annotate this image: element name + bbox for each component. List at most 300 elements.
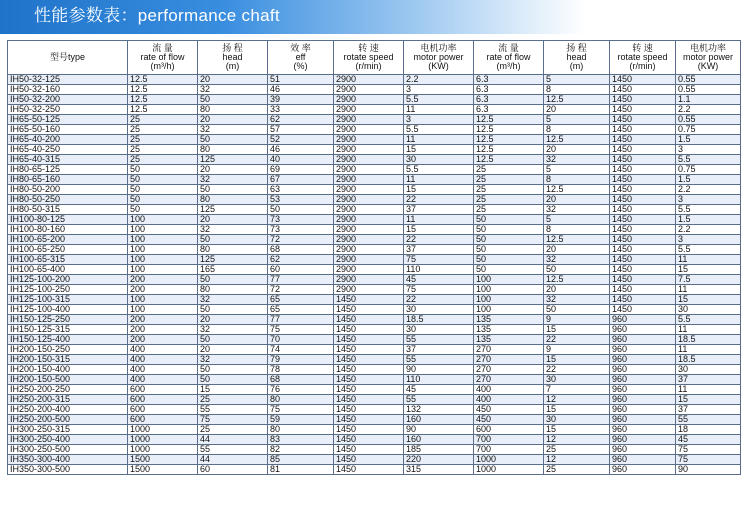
table-cell: 20 (544, 285, 610, 295)
table-cell: 7.5 (676, 275, 741, 285)
table-cell: 50 (198, 365, 268, 375)
table-cell: 12.5 (474, 145, 544, 155)
table-cell: 6.3 (474, 75, 544, 85)
table-cell: 1000 (474, 465, 544, 475)
table-row (8, 315, 741, 325)
table-cell: 20 (544, 145, 610, 155)
table-cell: 200 (128, 275, 198, 285)
table-cell: 2900 (334, 85, 404, 95)
column-header (198, 41, 268, 75)
table-cell: 20 (544, 245, 610, 255)
table-cell: 2900 (334, 115, 404, 125)
table-cell: 25 (128, 145, 198, 155)
column-header-line: (r/min) (629, 61, 656, 71)
model-cell: IH50-32-200 (8, 95, 128, 105)
table-cell: 0.75 (676, 165, 741, 175)
table-cell: 12.5 (544, 95, 610, 105)
table-cell: 15 (544, 325, 610, 335)
table-cell: 20 (544, 195, 610, 205)
table-cell: 75 (268, 405, 334, 415)
table-cell: 960 (610, 365, 676, 375)
table-cell: 25 (128, 155, 198, 165)
table-cell: 25 (474, 175, 544, 185)
model-cell: IH80-50-200 (8, 185, 128, 195)
table-row (8, 155, 741, 165)
model-cell: IH65-50-160 (8, 125, 128, 135)
table-row (8, 105, 741, 115)
table-cell: 960 (610, 395, 676, 405)
table-cell: 46 (268, 85, 334, 95)
table-cell: 165 (198, 265, 268, 275)
table-cell: 100 (128, 265, 198, 275)
column-header-line: (m) (225, 61, 240, 71)
table-cell: 8 (544, 85, 610, 95)
table-cell: 50 (198, 185, 268, 195)
table-cell: 600 (128, 395, 198, 405)
table-cell: 15 (544, 405, 610, 415)
table-row (8, 275, 741, 285)
table-cell: 37 (404, 345, 474, 355)
model-cell: IH100-65-315 (8, 255, 128, 265)
table-row (8, 185, 741, 195)
table-row (8, 305, 741, 315)
column-header (404, 41, 474, 75)
table-cell: 200 (128, 315, 198, 325)
performance-table-container (7, 40, 741, 475)
table-cell: 1450 (610, 305, 676, 315)
table-cell: 1450 (334, 385, 404, 395)
table-cell: 44 (198, 435, 268, 445)
table-cell: 50 (198, 375, 268, 385)
table-cell: 20 (198, 215, 268, 225)
table-cell: 80 (268, 395, 334, 405)
table-cell: 1450 (610, 175, 676, 185)
table-cell: 30 (544, 415, 610, 425)
table-row (8, 75, 741, 85)
table-cell: 1450 (610, 225, 676, 235)
table-cell: 25 (128, 115, 198, 125)
table-cell: 65 (268, 305, 334, 315)
table-cell: 20 (198, 345, 268, 355)
column-header-line: rotate speed (343, 52, 394, 62)
table-row (8, 375, 741, 385)
table-cell: 1450 (334, 375, 404, 385)
table-cell: 1450 (610, 85, 676, 95)
table-cell: 1450 (610, 165, 676, 175)
table-cell: 22 (404, 295, 474, 305)
model-cell: IH100-80-160 (8, 225, 128, 235)
column-header-line: eff (295, 52, 306, 62)
column-header-line: 流 量 (152, 43, 173, 53)
table-cell: 50 (198, 135, 268, 145)
table-cell: 25 (198, 395, 268, 405)
table-row (8, 135, 741, 145)
table-cell: 1450 (334, 305, 404, 315)
table-cell: 15 (676, 295, 741, 305)
table-cell: 700 (474, 435, 544, 445)
table-cell: 68 (268, 375, 334, 385)
table-cell: 22 (544, 365, 610, 375)
table-cell: 1450 (334, 355, 404, 365)
table-cell: 1450 (610, 195, 676, 205)
table-cell: 12.5 (474, 155, 544, 165)
table-cell: 5.5 (404, 95, 474, 105)
table-cell: 1450 (610, 125, 676, 135)
column-header-line: 流 量 (498, 43, 519, 53)
table-cell: 18.5 (676, 335, 741, 345)
table-row (8, 285, 741, 295)
table-cell: 100 (128, 295, 198, 305)
table-cell: 80 (198, 195, 268, 205)
table-cell: 1450 (610, 265, 676, 275)
table-cell: 32 (198, 225, 268, 235)
column-header-line: motor power (682, 52, 734, 62)
table-cell: 50 (198, 275, 268, 285)
table-cell: 37 (676, 375, 741, 385)
table-cell: 2900 (334, 145, 404, 155)
model-cell: IH150-125-315 (8, 325, 128, 335)
table-cell: 1450 (334, 315, 404, 325)
table-cell: 100 (128, 235, 198, 245)
table-cell: 2900 (334, 205, 404, 215)
table-cell: 73 (268, 215, 334, 225)
model-cell: IH50-32-160 (8, 85, 128, 95)
table-cell: 30 (544, 375, 610, 385)
model-cell: IH350-300-400 (8, 455, 128, 465)
table-cell: 60 (268, 265, 334, 275)
model-cell: IH300-250-400 (8, 435, 128, 445)
table-cell: 400 (128, 375, 198, 385)
table-cell: 1450 (610, 155, 676, 165)
table-cell: 2.2 (676, 185, 741, 195)
model-cell: IH150-125-400 (8, 335, 128, 345)
table-cell: 50 (474, 225, 544, 235)
table-cell: 100 (128, 255, 198, 265)
table-header-row (8, 41, 741, 75)
table-cell: 72 (268, 285, 334, 295)
model-cell: IH250-200-400 (8, 405, 128, 415)
table-cell: 5.5 (676, 315, 741, 325)
table-cell: 220 (404, 455, 474, 465)
table-cell: 9 (544, 315, 610, 325)
table-row (8, 175, 741, 185)
table-cell: 960 (610, 375, 676, 385)
model-cell: IH100-80-125 (8, 215, 128, 225)
table-cell: 100 (128, 215, 198, 225)
table-cell: 45 (676, 435, 741, 445)
table-cell: 2900 (334, 275, 404, 285)
table-cell: 33 (268, 105, 334, 115)
table-cell: 8 (544, 175, 610, 185)
table-cell: 22 (404, 195, 474, 205)
column-header-line: 转 速 (358, 43, 379, 53)
table-cell: 8 (544, 225, 610, 235)
table-row (8, 245, 741, 255)
column-header-line: (KW) (428, 61, 449, 71)
table-cell: 9 (544, 345, 610, 355)
table-cell: 1000 (474, 455, 544, 465)
column-header-line: head (566, 52, 587, 62)
table-cell: 0.55 (676, 85, 741, 95)
column-header-line: 扬 程 (566, 43, 587, 53)
table-cell: 15 (404, 145, 474, 155)
column-header-line: 扬 程 (222, 43, 243, 53)
model-cell: IH150-125-250 (8, 315, 128, 325)
table-cell: 960 (610, 385, 676, 395)
table-cell: 12.5 (128, 95, 198, 105)
table-cell: 6.3 (474, 105, 544, 115)
table-cell: 22 (544, 335, 610, 345)
table-cell: 25 (474, 205, 544, 215)
model-cell: IH125-100-250 (8, 285, 128, 295)
table-cell: 1450 (610, 245, 676, 255)
table-cell: 32 (198, 175, 268, 185)
table-cell: 0.55 (676, 75, 741, 85)
table-cell: 110 (404, 265, 474, 275)
table-cell: 50 (544, 305, 610, 315)
table-cell: 69 (268, 165, 334, 175)
column-header (676, 41, 741, 75)
table-cell: 46 (268, 145, 334, 155)
table-row (8, 215, 741, 225)
table-cell: 1450 (334, 445, 404, 455)
table-cell: 32 (198, 295, 268, 305)
table-cell: 18.5 (676, 355, 741, 365)
table-cell: 55 (404, 335, 474, 345)
table-cell: 100 (474, 295, 544, 305)
model-cell: IH200-150-315 (8, 355, 128, 365)
table-cell: 11 (404, 215, 474, 225)
table-cell: 1450 (334, 325, 404, 335)
table-cell: 15 (544, 355, 610, 365)
table-cell: 25 (128, 125, 198, 135)
table-cell: 75 (268, 325, 334, 335)
table-cell: 160 (404, 415, 474, 425)
table-cell: 30 (404, 325, 474, 335)
table-cell: 20 (198, 165, 268, 175)
table-row (8, 85, 741, 95)
column-header-line: 型号type (49, 52, 85, 62)
table-cell: 1450 (610, 115, 676, 125)
table-cell: 50 (128, 205, 198, 215)
table-cell: 1.5 (676, 135, 741, 145)
model-cell: IH65-40-200 (8, 135, 128, 145)
table-cell: 960 (610, 415, 676, 425)
table-cell: 200 (128, 325, 198, 335)
table-cell: 50 (474, 245, 544, 255)
table-cell: 960 (610, 325, 676, 335)
table-cell: 18 (676, 425, 741, 435)
table-cell: 1450 (610, 255, 676, 265)
model-cell: IH50-32-125 (8, 75, 128, 85)
table-cell: 1450 (334, 425, 404, 435)
table-cell: 270 (474, 365, 544, 375)
table-cell: 11 (676, 325, 741, 335)
table-cell: 75 (676, 455, 741, 465)
table-cell: 135 (474, 325, 544, 335)
table-cell: 125 (198, 205, 268, 215)
table-cell: 55 (198, 405, 268, 415)
table-cell: 200 (128, 335, 198, 345)
table-cell: 32 (198, 125, 268, 135)
table-cell: 2.2 (404, 75, 474, 85)
model-cell: IH200-150-250 (8, 345, 128, 355)
table-cell: 55 (404, 355, 474, 365)
table-cell: 5.5 (676, 155, 741, 165)
table-cell: 600 (128, 415, 198, 425)
table-cell: 15 (404, 225, 474, 235)
table-cell: 50 (128, 185, 198, 195)
table-cell: 3 (676, 195, 741, 205)
table-row (8, 195, 741, 205)
page-title: 性能参数表：performance chaft (34, 6, 280, 25)
table-cell: 20 (544, 105, 610, 115)
table-cell: 5 (544, 215, 610, 225)
table-row (8, 265, 741, 275)
table-cell: 700 (474, 445, 544, 455)
table-cell: 12 (544, 395, 610, 405)
table-cell: 1450 (610, 275, 676, 285)
table-row (8, 335, 741, 345)
table-cell: 2900 (334, 285, 404, 295)
table-cell: 55 (676, 415, 741, 425)
table-cell: 6.3 (474, 95, 544, 105)
table-cell: 6.3 (474, 85, 544, 95)
table-cell: 15 (404, 185, 474, 195)
column-header-line: 电机功率 (420, 43, 457, 53)
table-cell: 960 (610, 345, 676, 355)
table-cell: 32 (544, 295, 610, 305)
model-cell: IH125-100-315 (8, 295, 128, 305)
table-row (8, 95, 741, 105)
table-cell: 65 (268, 295, 334, 305)
table-cell: 32 (544, 155, 610, 165)
table-cell: 50 (198, 95, 268, 105)
table-cell: 37 (404, 205, 474, 215)
table-cell: 12 (544, 455, 610, 465)
table-cell: 12.5 (474, 135, 544, 145)
table-cell: 1450 (334, 395, 404, 405)
table-cell: 1450 (610, 135, 676, 145)
table-cell: 78 (268, 365, 334, 375)
table-cell: 50 (128, 195, 198, 205)
table-cell: 5.5 (404, 125, 474, 135)
table-cell: 1450 (334, 405, 404, 415)
column-header-line: 转 速 (632, 43, 653, 53)
table-row (8, 415, 741, 425)
table-cell: 45 (404, 385, 474, 395)
table-cell: 20 (198, 315, 268, 325)
table-row (8, 115, 741, 125)
table-cell: 5.5 (676, 245, 741, 255)
table-row (8, 125, 741, 135)
table-cell: 2.2 (676, 225, 741, 235)
table-cell: 135 (474, 315, 544, 325)
table-cell: 80 (198, 145, 268, 155)
column-header-line: (m³/h) (496, 61, 521, 71)
table-cell: 1450 (334, 345, 404, 355)
table-cell: 20 (198, 75, 268, 85)
table-cell: 1500 (128, 455, 198, 465)
table-cell: 0.55 (676, 115, 741, 125)
table-cell: 79 (268, 355, 334, 365)
table-cell: 270 (474, 375, 544, 385)
table-cell: 59 (268, 415, 334, 425)
table-cell: 2900 (334, 95, 404, 105)
table-cell: 7 (544, 385, 610, 395)
table-cell: 100 (128, 305, 198, 315)
table-cell: 2900 (334, 135, 404, 145)
table-row (8, 405, 741, 415)
model-cell: IH250-200-315 (8, 395, 128, 405)
table-cell: 75 (404, 255, 474, 265)
table-cell: 32 (198, 355, 268, 365)
table-cell: 73 (268, 225, 334, 235)
table-cell: 2900 (334, 165, 404, 175)
table-cell: 70 (268, 335, 334, 345)
table-cell: 960 (610, 445, 676, 455)
table-row (8, 445, 741, 455)
table-cell: 55 (404, 395, 474, 405)
table-cell: 100 (128, 245, 198, 255)
table-cell: 3 (676, 235, 741, 245)
column-header-line: motor power (413, 52, 464, 62)
table-row (8, 205, 741, 215)
model-cell: IH100-65-200 (8, 235, 128, 245)
table-cell: 270 (474, 345, 544, 355)
table-cell: 75 (676, 445, 741, 455)
table-cell: 25 (128, 135, 198, 145)
table-cell: 2900 (334, 225, 404, 235)
column-header-line: (m³/h) (150, 61, 175, 71)
column-header (474, 41, 544, 75)
table-row (8, 295, 741, 305)
table-cell: 63 (268, 185, 334, 195)
table-cell: 3 (404, 115, 474, 125)
table-cell: 11 (676, 385, 741, 395)
table-cell: 22 (404, 235, 474, 245)
table-row (8, 435, 741, 445)
table-cell: 32 (544, 255, 610, 265)
table-cell: 11 (676, 255, 741, 265)
table-row (8, 145, 741, 155)
table-cell: 12 (544, 435, 610, 445)
model-cell: IH80-65-160 (8, 175, 128, 185)
table-cell: 12.5 (128, 85, 198, 95)
table-cell: 1450 (334, 465, 404, 475)
table-cell: 30 (676, 365, 741, 375)
table-cell: 68 (268, 245, 334, 255)
table-cell: 15 (676, 265, 741, 275)
table-cell: 18.5 (404, 315, 474, 325)
table-cell: 12.5 (474, 115, 544, 125)
table-cell: 100 (474, 275, 544, 285)
table-cell: 11 (404, 135, 474, 145)
table-cell: 1450 (610, 95, 676, 105)
table-cell: 25 (544, 465, 610, 475)
model-cell: IH80-50-250 (8, 195, 128, 205)
table-cell: 50 (198, 335, 268, 345)
table-row (8, 345, 741, 355)
table-cell: 1450 (610, 295, 676, 305)
table-cell: 160 (404, 435, 474, 445)
performance-table (7, 40, 741, 475)
table-cell: 135 (474, 335, 544, 345)
table-cell: 2900 (334, 235, 404, 245)
table-cell: 960 (610, 465, 676, 475)
table-cell: 50 (474, 235, 544, 245)
table-cell: 315 (404, 465, 474, 475)
